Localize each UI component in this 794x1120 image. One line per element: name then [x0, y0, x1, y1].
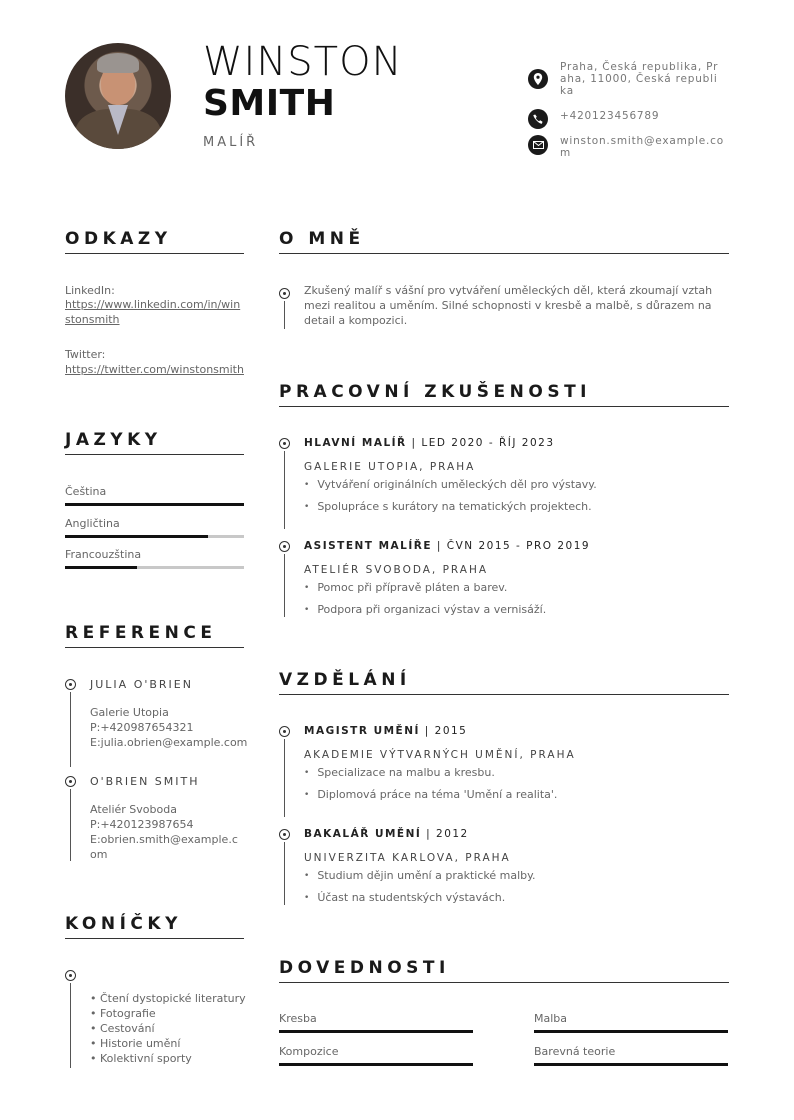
- timeline-line: [284, 301, 285, 329]
- hobby-item: • Čtení dystopické literatury: [90, 992, 246, 1005]
- links-heading: ODKAZY: [65, 229, 172, 249]
- job-company: GALERIE UTOPIA, PRAHA: [304, 461, 476, 473]
- skills-divider: [279, 982, 729, 983]
- experience-divider: [279, 406, 729, 407]
- job-role: MALÍŘ: [203, 135, 259, 150]
- degree-title: MAGISTR UMĚNÍ | 2015: [304, 725, 468, 737]
- envelope-icon: [528, 135, 548, 155]
- skill-name: Barevná teorie: [534, 1045, 616, 1058]
- skill-name: Malba: [534, 1012, 568, 1025]
- links-divider: [65, 253, 244, 254]
- hobby-item: • Historie umění: [90, 1037, 181, 1050]
- contact-phone: [528, 109, 728, 129]
- timeline-line: [70, 789, 71, 861]
- timeline-dot: [65, 776, 76, 787]
- timeline-line: [70, 983, 71, 1068]
- language-name: Francouzština: [65, 548, 142, 561]
- education-bullet: • Účast na studentských výstavách.: [304, 891, 505, 904]
- reference-company: Galerie Utopia: [90, 706, 169, 719]
- hobbies-heading: KONÍČKY: [65, 914, 182, 934]
- education-bullet: • Diplomová práce na téma 'Umění a realita'.: [304, 788, 557, 801]
- skill-level-bar: [279, 1030, 473, 1033]
- skill-level-bar: [534, 1063, 728, 1066]
- language-name: Angličtina: [65, 517, 120, 530]
- skill-item: [534, 1012, 728, 1033]
- degree-title: BAKALÁŘ UMĚNÍ | 2012: [304, 828, 469, 840]
- about-heading: O MNĚ: [279, 229, 365, 249]
- job-title: HLAVNÍ MALÍŘ | LED 2020 - ŘÍJ 2023: [304, 437, 555, 449]
- timeline-line: [284, 554, 285, 617]
- language-level-fill: [65, 503, 244, 506]
- job-company: ATELIÉR SVOBODA, PRAHA: [304, 564, 489, 576]
- reference-phone: P:+420123987654: [90, 818, 194, 831]
- linkedin-label: LinkedIn:: [65, 284, 115, 297]
- education-bullet: • Studium dějin umění a praktické malby.: [304, 869, 536, 882]
- skill-level-bar: [279, 1063, 473, 1066]
- references-heading: REFERENCE: [65, 623, 217, 643]
- references-divider: [65, 647, 244, 648]
- timeline-dot: [65, 970, 76, 981]
- timeline-line: [284, 451, 285, 529]
- job-bullet: • Pomoc při přípravě pláten a barev.: [304, 581, 507, 594]
- job-bullet: • Vytváření originálních uměleckých děl pro výstavy.: [304, 478, 597, 491]
- skills-heading: DOVEDNOSTI: [279, 958, 450, 978]
- reference-email: E:obrien.smith@example.com: [90, 833, 238, 861]
- location-pin-icon: [528, 69, 548, 89]
- hobby-item: • Cestování: [90, 1022, 155, 1035]
- language-level-fill: [65, 566, 137, 569]
- timeline-line: [284, 842, 285, 905]
- timeline-dot: [279, 438, 290, 449]
- timeline-line: [284, 739, 285, 817]
- about-text: Zkušený malíř s vášní pro vytváření uměleckých děl, která zkoumají vztah mezi realitou a uměním. Silné schopnosti v kresbě a malbě, s důrazem na detail a kompozici.: [304, 284, 713, 327]
- reference-name: O'BRIEN SMITH: [90, 775, 200, 788]
- hobby-item: • Fotografie: [90, 1007, 156, 1020]
- skill-item: [279, 1045, 473, 1066]
- profile-photo: [65, 43, 171, 149]
- skill-name: Kompozice: [279, 1045, 339, 1058]
- job-bullet: • Podpora při organizaci výstav a vernisáží.: [304, 603, 546, 616]
- experience-heading: PRACOVNÍ ZKUŠENOSTI: [279, 382, 592, 402]
- contact-address: [528, 61, 728, 97]
- reference-email: E:julia.obrien@example.com: [90, 736, 248, 749]
- timeline-dot: [279, 288, 290, 299]
- twitter-link[interactable]: https://twitter.com/winstonsmith: [65, 363, 244, 376]
- timeline-dot: [279, 541, 290, 552]
- reference-phone: P:+420987654321: [90, 721, 194, 734]
- language-level-bar: [65, 566, 244, 569]
- timeline-line: [70, 692, 71, 767]
- timeline-dot: [65, 679, 76, 690]
- about-divider: [279, 253, 729, 254]
- languages-divider: [65, 454, 244, 455]
- timeline-dot: [279, 829, 290, 840]
- job-bullet: • Spolupráce s kurátory na tematických projektech.: [304, 500, 592, 513]
- contact-email: [528, 135, 728, 159]
- first-name: WINSTON: [203, 39, 403, 85]
- language-level-bar: [65, 535, 244, 538]
- address-text: Praha, Česká republika, Praha, 11000, Česká republika: [560, 61, 719, 97]
- reference-name: JULIA O'BRIEN: [90, 678, 193, 691]
- skill-name: Kresba: [279, 1012, 317, 1025]
- skill-item: [534, 1045, 728, 1066]
- phone-icon: [528, 109, 548, 129]
- hobby-item: • Kolektivní sporty: [90, 1052, 192, 1065]
- hobbies-divider: [65, 938, 244, 939]
- language-name: Čeština: [65, 485, 107, 498]
- twitter-label: Twitter:: [65, 348, 106, 361]
- school-name: UNIVERZITA KARLOVA, PRAHA: [304, 852, 511, 864]
- last-name: SMITH: [203, 83, 336, 124]
- skill-level-bar: [534, 1030, 728, 1033]
- job-title: ASISTENT MALÍŘE | ČVN 2015 - PRO 2019: [304, 540, 591, 552]
- school-name: AKADEMIE VÝTVARNÝCH UMĚNÍ, PRAHA: [304, 749, 576, 761]
- skill-item: [279, 1012, 473, 1033]
- reference-company: Ateliér Svoboda: [90, 803, 177, 816]
- email-text[interactable]: winston.smith@example.com: [560, 135, 724, 159]
- timeline-dot: [279, 726, 290, 737]
- language-level-fill: [65, 535, 208, 538]
- education-bullet: • Specializace na malbu a kresbu.: [304, 766, 495, 779]
- languages-heading: JAZYKY: [65, 430, 162, 450]
- linkedin-link[interactable]: https://www.linkedin.com/in/winstonsmith: [65, 298, 241, 326]
- education-heading: VZDĚLÁNÍ: [279, 670, 411, 690]
- education-divider: [279, 694, 729, 695]
- language-level-bar: [65, 503, 244, 506]
- phone-text[interactable]: +420123456789: [560, 110, 660, 122]
